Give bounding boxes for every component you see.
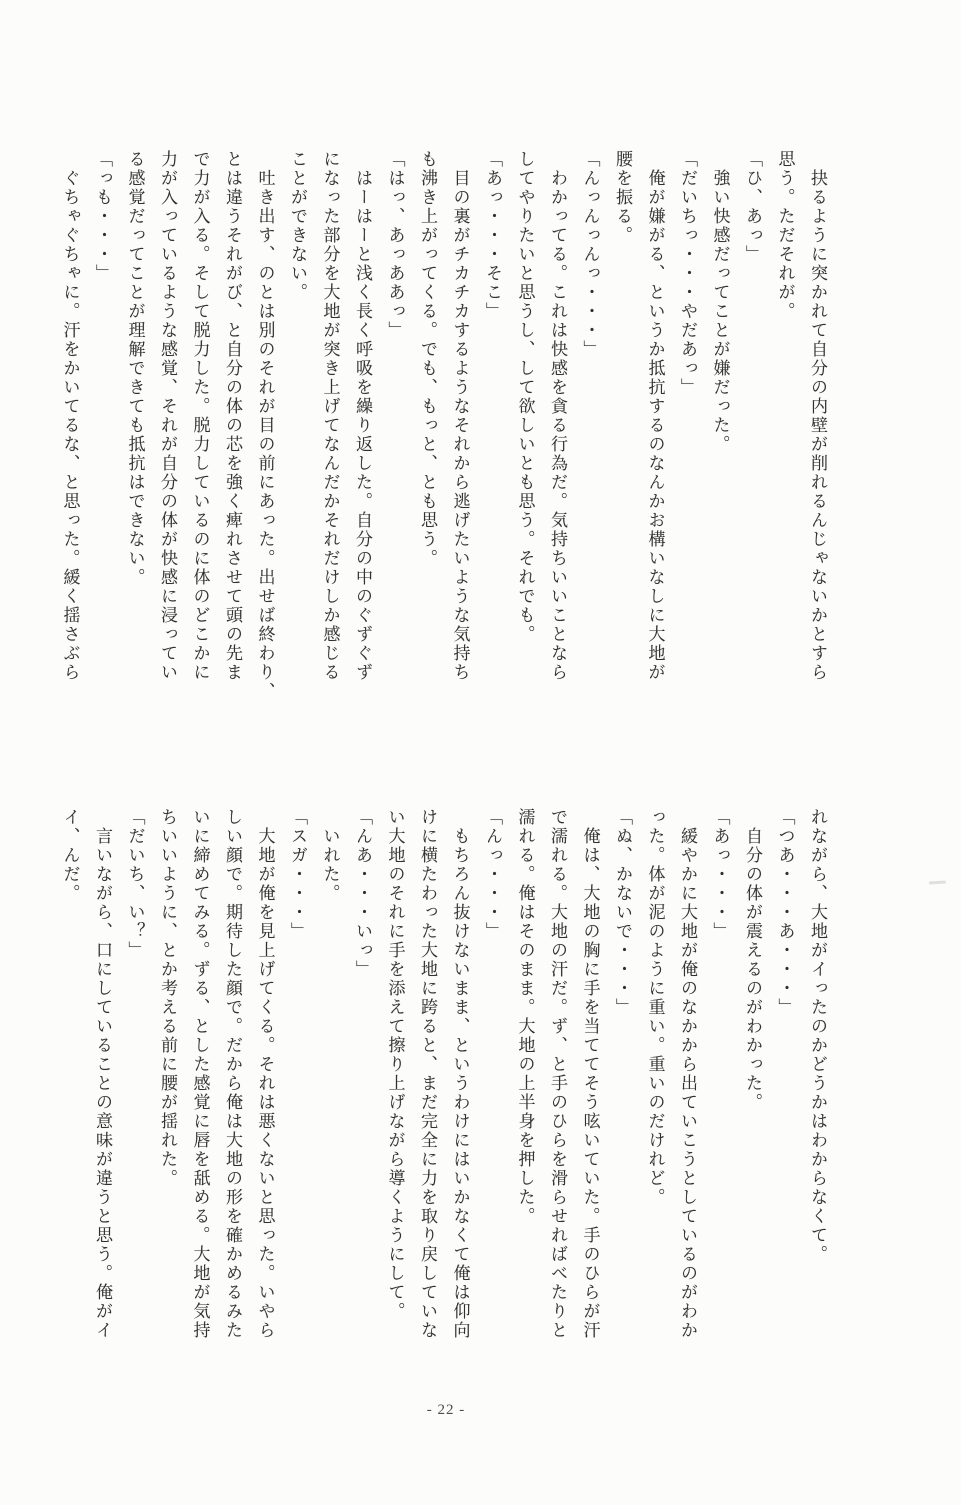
text-line: 抉るように突かれて自分の内壁が削れるんじゃないかとすら xyxy=(808,150,827,682)
text-line: ぐちゃぐちゃに。汗をかいてるな、と思った。緩く揺さぶら xyxy=(60,150,80,682)
text-line: 緩やかに大地が俺のなかから出ていこうとしているのがわか xyxy=(678,808,697,1340)
text-line: 「んっ・・・」 xyxy=(483,808,502,941)
text-line: いに締めてみる。ずる、とした感覚に唇を舐める。大地が気持 xyxy=(190,808,210,1340)
text-line: れながら、大地がイったのかどうかはわからなくて。 xyxy=(808,808,827,1264)
text-line: 力が入っているような感覚、それが自分の体が快感に浸ってい xyxy=(158,150,177,682)
text-block-bottom xyxy=(53,808,833,1370)
text-line: ちいいように、とか考える前に腰が揺れた。 xyxy=(158,808,177,1188)
text-line: で力が入る。そして脱力した。脱力しているのに体のどこかに xyxy=(190,150,210,682)
scan-smudge xyxy=(929,881,946,885)
text-line: けに横たわった大地に跨ると、まだ完全に力を取り戻していな xyxy=(418,808,437,1340)
text-line: る感覚だってことが理解できても抵抗はできない。 xyxy=(125,150,145,587)
text-line: しい顔で。期待した顔で。だから俺は大地の形を確かめるみた xyxy=(223,808,242,1340)
page-number: - 22 - xyxy=(426,1402,466,1418)
text-line: 「スガ・・・」 xyxy=(288,808,307,941)
text-line: 「だいちっ・・・やだあっ」 xyxy=(678,150,697,397)
text-line: ことができない。 xyxy=(288,150,307,302)
text-line: 「つあ・・・あ・・・」 xyxy=(775,808,795,1017)
text-block-top xyxy=(53,150,833,712)
text-line: で濡れる。大地の汗だ。ず、と手のひらを滑らせればべたりと xyxy=(548,808,567,1340)
text-line: 「ひ、あっ」 xyxy=(743,150,762,264)
text-line: 自分の体が震えるのがわかった。 xyxy=(743,808,762,1112)
text-line: 俺が嫌がる、というか抵抗するのなんかお構いなしに大地が xyxy=(645,150,665,682)
text-line: いれた。 xyxy=(320,808,340,903)
text-line: 「あっ・・・そこ」 xyxy=(483,150,502,321)
text-line: 大地が俺を見上げてくる。それは悪くないと思った。いやら xyxy=(255,808,275,1340)
text-line: 思う。ただそれが。 xyxy=(775,150,795,321)
text-line: い大地のそれに手を添えて擦り上げながら導くようにして。 xyxy=(385,808,405,1321)
text-line: 「だいち、い？」 xyxy=(125,808,145,960)
text-line: 「はっ、あっああっ」 xyxy=(385,150,405,340)
text-line: 俺は、大地の胸に手を当ててそう呟いていた。手のひらが汗 xyxy=(580,808,600,1340)
text-line: になった部分を大地が突き上げてなんだかそれだけしか感じる xyxy=(320,150,340,682)
text-line: 「ぬ、かないで・・・」 xyxy=(613,808,632,1017)
text-line: 言いながら、口にしていることの意味が違うと思う。俺がイ xyxy=(93,808,112,1340)
text-line: 目の裏がチカチカするようなそれから逃げたいような気持ち xyxy=(450,150,470,682)
text-line: 吐き出す、のとは別のそれが目の前にあった。出せば終わり、 xyxy=(255,150,275,701)
text-line: った。体が泥のように重い。重いのだけれど。 xyxy=(645,808,665,1207)
text-line: 強い快感だってことが嫌だった。 xyxy=(710,150,730,454)
text-line: 「んあ・・・いっ」 xyxy=(353,808,372,979)
text-line: も沸き上がってくる。でも、もっと、とも思う。 xyxy=(418,150,437,568)
text-line: はーはーと浅く長く呼吸を繰り返した。自分の中のぐずぐず xyxy=(353,150,372,682)
text-line: 「っも・・・」 xyxy=(93,150,112,283)
text-line: イ、んだ。 xyxy=(60,808,80,903)
text-line: 濡れる。俺はそのまま。大地の上半身を押した。 xyxy=(515,808,535,1226)
text-line: 「んっんっんっ・・・」 xyxy=(580,150,600,359)
text-line: とは違うそれがび、と自分の体の芯を強く痺れさせて頭の先ま xyxy=(223,150,242,682)
text-line: 腰を振る。 xyxy=(613,150,632,245)
text-line: してやりたいと思うし、して欲しいとも思う。それでも。 xyxy=(515,150,535,644)
text-line: もちろん抜けないまま、というわけにはいかなくて俺は仰向 xyxy=(450,808,470,1340)
text-line: わかってる。これは快感を貪る行為だ。気持ちいいことなら xyxy=(548,150,567,682)
text-line: 「あっ・・・」 xyxy=(710,808,730,941)
